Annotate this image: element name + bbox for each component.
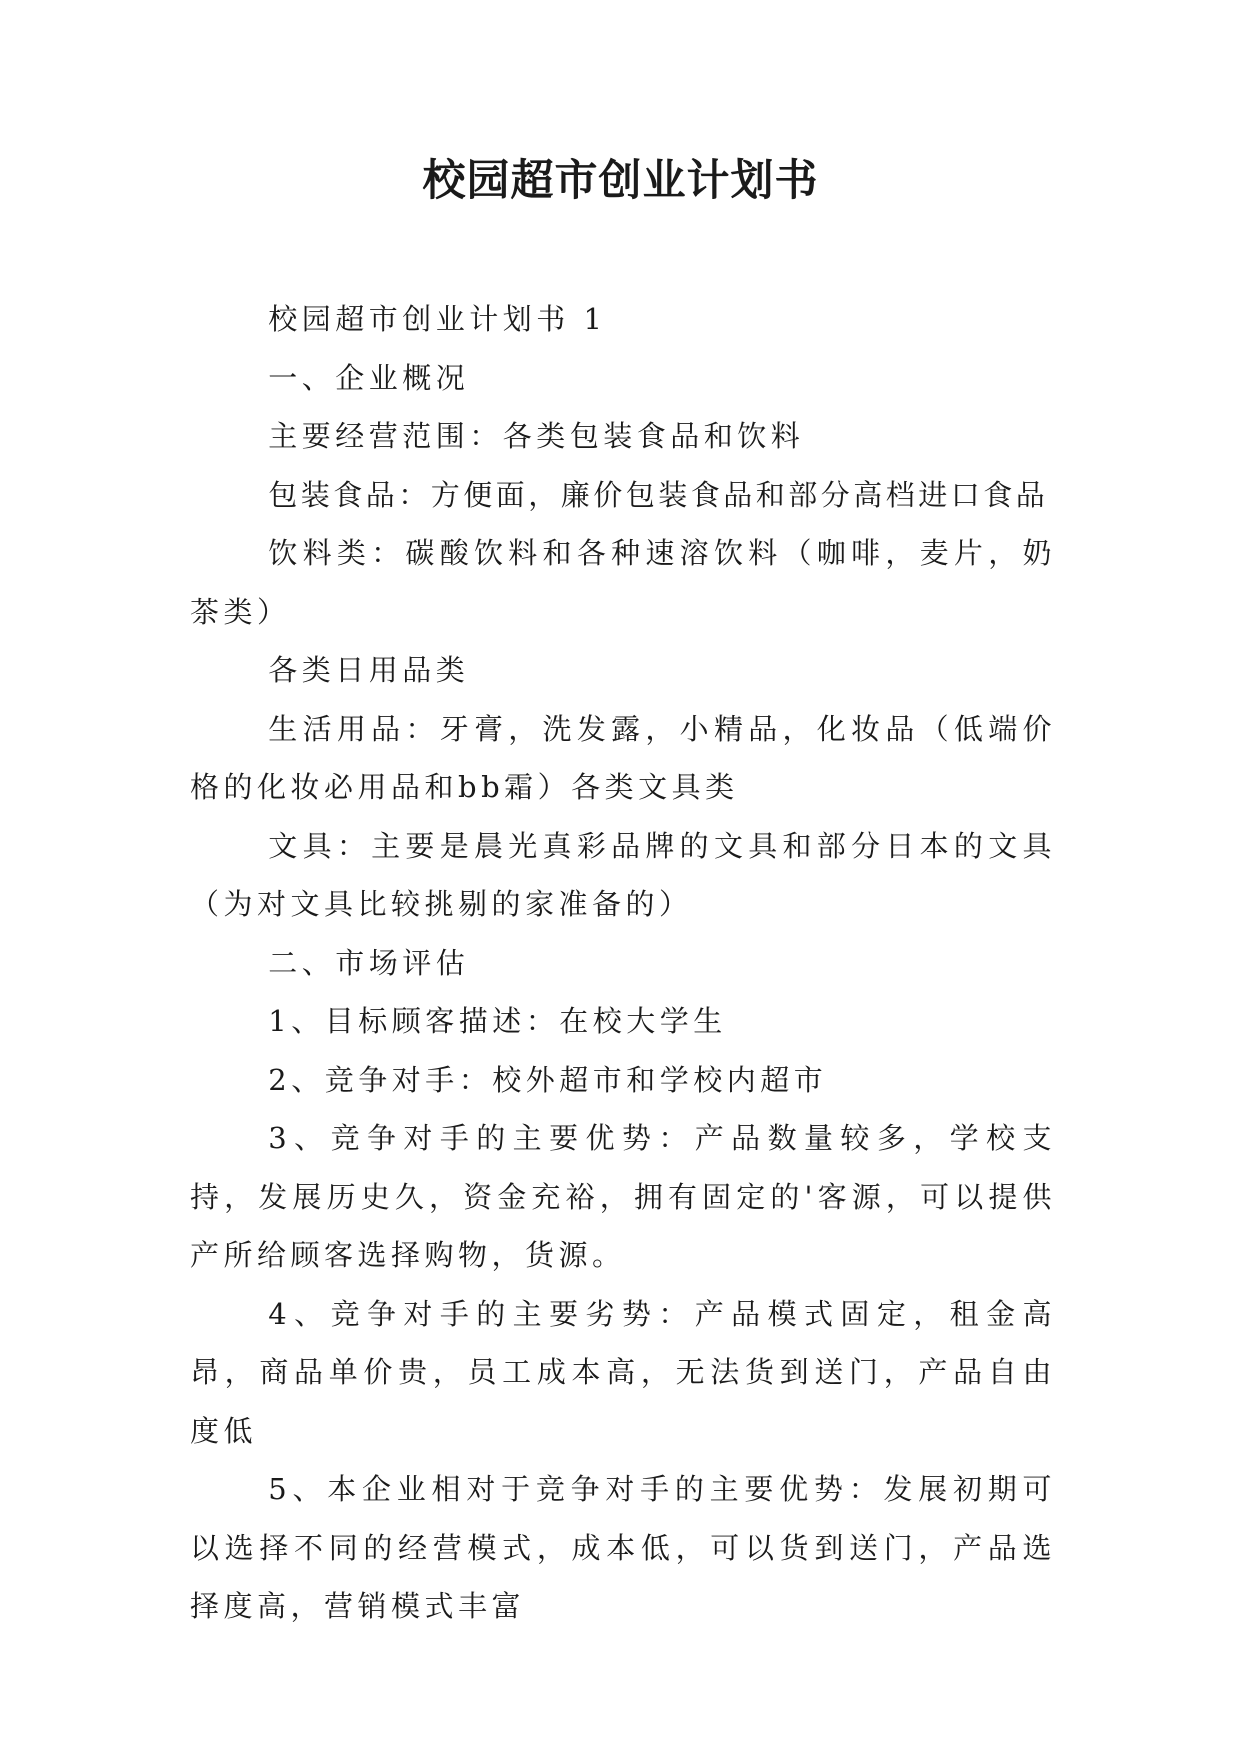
paragraph-section-market: 二、市场评估 — [268, 945, 470, 980]
document-body — [190, 290, 1056, 1636]
paragraph-living-goods: 生活用品：牙膏，洗发露，小精品，化妆品（低端价格的化妆必用品和bb霜）各类文具类 — [190, 711, 1056, 804]
document-title: 校园超市创业计划书 — [422, 156, 819, 206]
paragraph-beverages: 饮料类：碳酸饮料和各种速溶饮料（咖啡，麦片，奶茶类） — [190, 536, 1056, 629]
paragraph-competitor-weaknesses: 4、竞争对手的主要劣势：产品模式固定，租金高昂，商品单价贵，员工成本高，无法货到送门，产品自由度低 — [190, 1296, 1056, 1448]
paragraph-business-scope: 主要经营范围：各类包装食品和饮料 — [268, 419, 805, 453]
paragraph-daily-goods: 各类日用品类 — [268, 653, 470, 687]
paragraph-competitors: 2、竞争对手：校外超市和学校内超市 — [268, 1062, 828, 1097]
paragraph-heading-plan: 校园超市创业计划书 1 — [268, 302, 607, 336]
paragraph-section-overview: 一、企业概况 — [268, 360, 470, 395]
paragraph-our-advantages: 5、本企业相对于竞争对手的主要优势：发展初期可以选择不同的经营模式，成本低，可以货到送门，产品选择度高，营销模式丰富 — [190, 1472, 1056, 1623]
paragraph-stationery: 文具：主要是晨光真彩品牌的文具和部分日本的文具（为对文具比较挑剔的家准备的） — [190, 828, 1056, 921]
paragraph-competitor-strengths: 3、竞争对手的主要优势：产品数量较多，学校支持，发展历史久，资金充裕，拥有固定的'客源，可以提供产所给顾客选择购物，货源。 — [190, 1121, 1056, 1272]
paragraph-packaged-food: 包装食品：方便面，廉价包装食品和部分高档进口食品 — [268, 477, 1049, 512]
paragraph-target-customers: 1、目标顾客描述：在校大学生 — [268, 1004, 727, 1038]
